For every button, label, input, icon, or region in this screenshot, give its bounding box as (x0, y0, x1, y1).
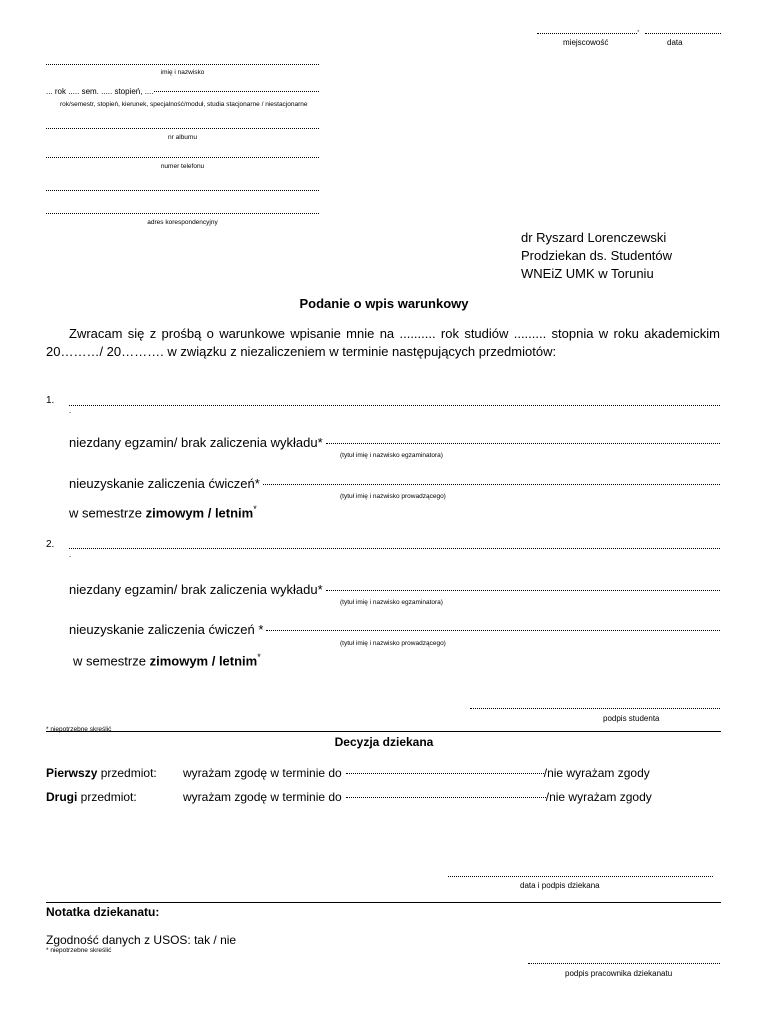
year-line (46, 87, 319, 96)
phone-line (46, 157, 319, 158)
addressee-unit: WNEiZ UMK w Toruniu (521, 266, 654, 281)
item-1-exam-row (69, 435, 720, 450)
date-label: data (667, 38, 683, 47)
date-line (645, 33, 721, 34)
decision-rule (46, 731, 721, 732)
item-1-class-row (69, 476, 720, 491)
student-signature-line (470, 708, 720, 709)
phone-label: numer telefonu (160, 163, 205, 170)
footnote-2: * niepotrzebne skreślić (46, 947, 112, 954)
decision-row-2-label-bold: Drugi (46, 790, 78, 804)
year-sublabel: rok/semestr, stopień, kierunek, specjalność/moduł, studia stacjonarne / niestacjonarne (60, 101, 308, 108)
item-2-subject-line (69, 548, 720, 549)
address-line-1 (46, 190, 319, 191)
album-label: nr albumu (168, 134, 197, 141)
addressee (521, 229, 672, 283)
name-label: imię i nazwisko (160, 69, 205, 76)
document-title: Podanie o wpis warunkowy (299, 296, 469, 311)
decision-row-2-text-end: /nie wyrażam zgody (545, 790, 652, 804)
place-date-comma: , (637, 24, 640, 33)
worker-signature-line (528, 963, 720, 964)
item-2-class-label: nieuzyskanie zaliczenia ćwiczeń * (69, 622, 264, 637)
intro-line-2: 20………/ 20………. w związku z niezaliczeniem w terminie następujących przedmiotów: (46, 344, 557, 359)
item-2-exam-row (69, 582, 720, 597)
item-1-class-hint: (tytuł imię i nazwisko prowadzącego) (340, 493, 446, 500)
dean-signature-label: data i podpis dziekana (520, 881, 600, 890)
item-2-number: 2. (46, 539, 55, 550)
item-2-class-field[interactable] (266, 630, 720, 631)
decision-row-2-date-field[interactable] (346, 797, 546, 798)
decision-row-1-text-end: /nie wyrażam zgody (543, 766, 650, 780)
item-1-number: 1. (46, 395, 55, 406)
item-1-semester-value[interactable]: zimowym / letnim (145, 505, 254, 521)
item-1-exam-field[interactable] (326, 443, 720, 444)
item-1-exam-label: niezdany egzamin/ brak zaliczenia wykładu* (69, 435, 323, 450)
decision-row-2-text: wyrażam zgodę w terminie do (183, 790, 342, 804)
item-2-exam-field[interactable] (326, 590, 720, 591)
item-1-semester-prefix: w semestrze (69, 505, 142, 521)
address-line-2 (46, 213, 319, 214)
dean-signature-line (448, 876, 713, 877)
item-2-semester-star: * (257, 652, 261, 662)
item-1-semester (69, 504, 257, 520)
item-2-semester-prefix: w semestrze (73, 653, 146, 669)
item-1-exam-hint: (tytuł imię i nazwisko egzaminatora) (340, 452, 443, 459)
item-2-exam-label: niezdany egzamin/ brak zaliczenia wykładu* (69, 582, 323, 597)
footnote-1: * niepotrzebne skreślić (46, 726, 112, 733)
name-line (46, 64, 319, 65)
item-1-subject-line (69, 405, 720, 406)
item-2-semester (73, 652, 261, 668)
decision-row-2 (46, 790, 726, 804)
place-label: miejscowość (563, 38, 609, 47)
worker-signature-label: podpis pracownika dziekanatu (565, 969, 673, 978)
intro-paragraph (46, 325, 720, 361)
address-label: adres korespondencyjny (147, 219, 218, 226)
place-line (537, 33, 637, 34)
item-2-class-row (69, 622, 720, 637)
decision-row-2-label-rest: przedmiot: (77, 790, 137, 804)
item-2-trailing-dot: . (69, 550, 72, 559)
intro-line-1: Zwracam się z prośbą o warunkowe wpisanie mnie na .......... rok studiów ......... stopnia w roku akademickim (69, 326, 720, 341)
album-line (46, 128, 319, 129)
item-1-semester-star: * (253, 504, 257, 514)
decision-row-1-date-field[interactable] (346, 773, 544, 774)
decision-row-1-text: wyrażam zgodę w terminie do (183, 766, 342, 780)
addressee-position: Prodziekan ds. Studentów (521, 248, 673, 263)
year-line-text: ... rok ..... sem. ..... stopień, .... (46, 87, 154, 96)
item-1-class-field[interactable] (263, 484, 720, 485)
student-signature-label: podpis studenta (603, 714, 660, 723)
office-rule (46, 902, 721, 903)
decision-row-1-label-rest: przedmiot: (97, 766, 157, 780)
item-1-class-label: nieuzyskanie zaliczenia ćwiczeń* (69, 476, 260, 491)
office-title: Notatka dziekanatu: (46, 905, 160, 919)
decision-row-1 (46, 766, 726, 780)
addressee-name: dr Ryszard Lorenczewski (521, 230, 667, 245)
usos-line: Zgodność danych z USOS: tak / nie (46, 933, 237, 947)
decision-row-1-label-bold: Pierwszy (46, 766, 98, 780)
item-2-exam-hint: (tytuł imię i nazwisko egzaminatora) (340, 599, 443, 606)
decision-title: Decyzja dziekana (334, 735, 434, 749)
item-1-trailing-dot: . (69, 406, 72, 415)
item-2-class-hint: (tytuł imię i nazwisko prowadzącego) (340, 640, 446, 647)
item-2-semester-value[interactable]: zimowym / letnim (149, 653, 258, 669)
